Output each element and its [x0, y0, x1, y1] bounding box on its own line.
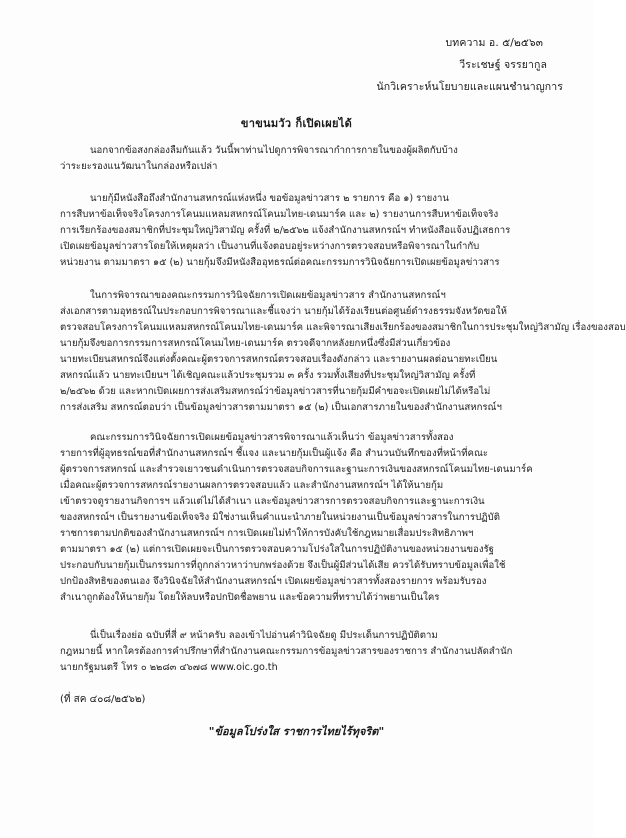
text-line: เปิดเผยข้อมูลข่าวสารโดยให้เหตุผลว่า เป็นงานที่แจ้งตอบอยู่ระหว่างการตรวจสอบหรือพิจารณาในกำกับ — [60, 241, 480, 252]
author-position: นักวิเคราะห์นโยบายและแผนชำนาญการ — [376, 81, 563, 93]
text-line: ส่งเอกสารตามอุทธรณ์ในประกอบการพิจารณาและชี้แจงว่า นายกุ้มได้ร้องเรียนต่อศูนย์ดำรงธรรมจังหวัดขอให้ — [60, 306, 507, 317]
paragraph-3 — [60, 288, 626, 416]
text-line: ราชการตามปกติของสำนักงานสหกรณ์ฯ การเปิดเผยไม่ทำให้การบังคับใช้กฎหมายเสื่อมประสิทธิภาพฯ — [60, 528, 474, 539]
paragraph-1 — [60, 143, 560, 175]
text-line: ผู้ตรวจการสหกรณ์ และสำรวจเยาวชนดำเนินการตรวจสอบกิจการและฐานะการเงินของสหกรณ์โคนมไทย-เดนมาร์ค — [60, 464, 533, 475]
text-line: กฎหมายนี้ หากใครต้องการคำปรึกษาที่สำนักงานคณะกรรมการข้อมูลข่าวสารของราชการ สำนักงานปลัดสำนัก — [60, 646, 513, 657]
text-line: การสืบหาข้อเท็จจริงโครงการโคนมแหลมสหกรณ์โคนมไทย-เดนมาร์ค และ ๒) รายงานการสืบหาข้อเท็จจริง — [60, 209, 499, 220]
paragraph-4 — [60, 430, 560, 606]
author-name: วีระเชษฐ์ จรรยากูล — [459, 59, 547, 71]
paragraph-2 — [60, 191, 560, 271]
text-line: คณะกรรมการวินิจฉัยการเปิดเผยข้อมูลข่าวสารพิจารณาแล้วเห็นว่า ข้อมูลข่าวสารทั้งสอง — [90, 432, 454, 443]
text-line: การเรียกร้องของสมาชิกที่ประชุมใหญ่วิสามัญ ครั้งที่ ๒/๒๕๖๒ แจ้งสำนักงานสหกรณ์ฯ ทำหนังสือแจ้งปฏิเสธการ — [60, 225, 511, 236]
article-title: ขาขนมวัว ก็เปิดเผยได้ — [240, 117, 353, 130]
text-line: ของสหกรณ์ฯ เป็นรายงานข้อเท็จจริง มิใช่งานเห็นคำแนะนำภายในหน่วยงานเป็นข้อมูลข่าวสารในการปฏิบัติ — [60, 512, 500, 523]
text-line: ประกอบกับนายกุ้มเป็นกรรมการที่ถูกกล่าวหาว่าบกพร่องด้วย จึงเป็นผู้มีส่วนได้เสีย ควรได้รับทราบข้อมูลเพื่อใช้ — [60, 560, 506, 571]
text-line: ๒/๒๕๖๒ ด้วย และหากเปิดเผยการส่งเสริมสหกรณ์ว่าข้อมูลข่าวสารที่นายกุ้มมีคำขอจะเปิดเผยไม่ได้หรือไม่ — [60, 386, 491, 397]
text-line: การส่งเสริม สหกรณ์ตอบว่า เป็นข้อมูลข่าวสารตามมาตรา ๑๕ (๒) เป็นเอกสารภายในของสำนักงานสหกรณ์ฯ — [60, 402, 502, 413]
text-line: นี่เป็นเรื่องย่อ ฉบับที่สี่ ๙ หน้าครับ ลองเข้าไปอ่านคำวินิจฉัยดู มีประเด็นการปฏิบัติตาม — [90, 630, 438, 641]
text-line: นายกุ้มจึงขอการกรรมการสหกรณ์โคนมไทย-เดนมาร์ค ตรวจดีจากหลังยกหนึ่งซึ่งมีส่วนเกี่ยวข้อง — [60, 338, 451, 349]
text-line: นอกจากข้อสงกล่องลืมกันแล้ว วันนี้พาท่านไปดูการพิจารณากำการกายในของผู้ผลิตกับบ้าง — [90, 145, 458, 156]
text-line: นายกุ้มีหนังสือถึงสำนักงานสหกรณ์แห่งหนึ่ง ขอข้อมูลข่าวสาร ๒ รายการ คือ ๑) รายงาน — [90, 193, 449, 204]
contact-line: นายกรัฐมนตรี โทร ๐ ๒๒๘๓ ๔๖๗๘ www.oic.go.th — [60, 662, 278, 673]
text-line: เข้าตรวจดูรายงานกิจการฯ แล้วแต่ไม่ได้สำเนา และข้อมูลข่าวสารการตรวจสอบกิจการและฐานะการเงิน — [60, 496, 485, 507]
reference-number: (ที่ สค ๔๐๘/๒๕๖๒) — [60, 694, 146, 705]
text-line: หน่วยงาน ตามมาตรา ๑๕ (๒) นายกุ้มจึงมีหนังสืออุทธรณ์ต่อคณะกรรมการวินิจฉัยการเปิดเผยข้อมูลข่าวสาร — [60, 257, 500, 268]
text-line: ตามมาตรา ๑๕ (๒) แต่การเปิดเผยจะเป็นการตรวจสอบความโปร่งใสในการปฏิบัติงานของหน่วยงานของรัฐ — [60, 544, 494, 555]
doc-number: บทความ อ. ๕/๒๕๖๓ — [445, 37, 543, 49]
paragraph-5 — [60, 628, 560, 676]
text-line: สหกรณ์แล้ว นายทะเบียนฯ ได้เชิญคณะแล้วประชุมรวม ๓ ครั้ง รวมทั้งเสียงที่ประชุมใหญ่วิสามัญ ครั้งที่ — [60, 370, 476, 381]
slogan: "ข้อมูลโปร่งใส ราชการไทยไร้ทุจริต" — [208, 725, 385, 738]
text-line: สำเนาถูกต้องให้นายกุ้ม โดยให้ลบหรือปกปิดชื่อพยาน และข้อความที่ทราบได้ว่าพยานเป็นใคร — [60, 592, 440, 603]
text-line: ปกป้องสิทธิของตนเอง จึงวินิจฉัยให้สำนักงานสหกรณ์ฯ เปิดเผยข้อมูลข่าวสารทั้งสองรายการ พร้อมรับรอง — [60, 576, 487, 587]
text-line: รายการที่ผู้อุทธรณ์ขอที่สำนักงานสหกรณ์ฯ ชี้แจง และนายกุ้มเป็นผู้แจ้ง คือ สำนวนบันทึกของที่หน้าที่คณะ — [60, 448, 489, 459]
text-line: นายทะเบียนสหกรณ์จึงแต่งตั้งคณะผู้ตรวจการสหกรณ์ตรวจสอบเรื่องดังกล่าว และรายงานผลต่อนายทะเบียน — [60, 354, 498, 365]
text-line: ในการพิจารณาของคณะกรรมการวินิจฉัยการเปิดเผยข้อมูลข่าวสาร สำนักงานสหกรณ์ฯ — [90, 290, 446, 301]
text-line: ว่าระยะรองแนวัฒนาในกล่องหรือเปล่า — [60, 161, 218, 172]
text-line: เมื่อคณะผู้ตรวจการสหกรณ์รายงานผลการตรวจสอบแล้ว และสำนักงานสหกรณ์ฯ ได้ให้นายกุ้ม — [60, 480, 444, 491]
text-line: ตรวจสอบโครงการโคนมแหลมสหกรณ์โคนมไทย-เดนมาร์ค และพิจารณาเสียงเรียกร้องของสมาชิกในการประชุมใหญ่วิสามัญ เรื่องของสอบ — [60, 322, 626, 333]
